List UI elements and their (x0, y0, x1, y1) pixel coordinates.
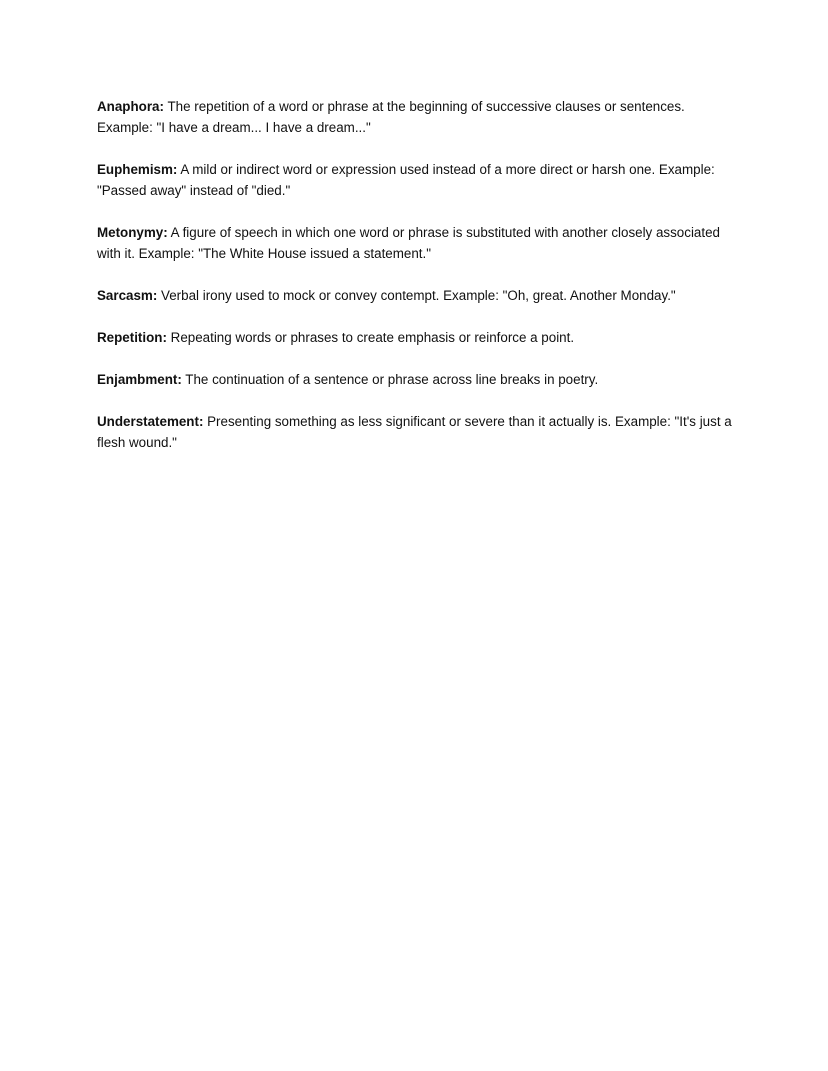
entry-definition: The repetition of a word or phrase at the beginning of successive clauses or sentences. Example: "I have a dream... I have a dream..." (97, 99, 685, 135)
entry-term: Understatement: (97, 414, 204, 429)
entry-term: Euphemism: (97, 162, 178, 177)
glossary-entry-repetition (97, 327, 737, 348)
glossary-list (97, 96, 737, 474)
entry-term: Enjambment: (97, 372, 182, 387)
glossary-entry-enjambment (97, 369, 737, 390)
entry-term: Metonymy: (97, 225, 168, 240)
glossary-entry-metonymy (97, 222, 737, 264)
entry-term: Anaphora: (97, 99, 164, 114)
entry-term: Sarcasm: (97, 288, 158, 303)
entry-definition: Verbal irony used to mock or convey contempt. Example: "Oh, great. Another Monday." (157, 288, 676, 303)
entry-definition: Repeating words or phrases to create emphasis or reinforce a point. (166, 330, 575, 345)
entry-definition: The continuation of a sentence or phrase across line breaks in poetry. (181, 372, 599, 387)
glossary-entry-euphemism (97, 159, 737, 201)
entry-definition: A mild or indirect word or expression used instead of a more direct or harsh one. Example: "Passed away" instead of "died." (97, 162, 715, 198)
entry-definition: Presenting something as less significant or severe than it actually is. Example: "It's just a flesh wound." (97, 414, 732, 450)
entry-term: Repetition: (97, 330, 167, 345)
glossary-entry-understatement (97, 411, 737, 453)
entry-definition: A figure of speech in which one word or phrase is substituted with another closely associated with it. Example: "The White House issued a statement." (97, 225, 720, 261)
glossary-entry-sarcasm (97, 285, 737, 306)
glossary-entry-anaphora (97, 96, 737, 138)
